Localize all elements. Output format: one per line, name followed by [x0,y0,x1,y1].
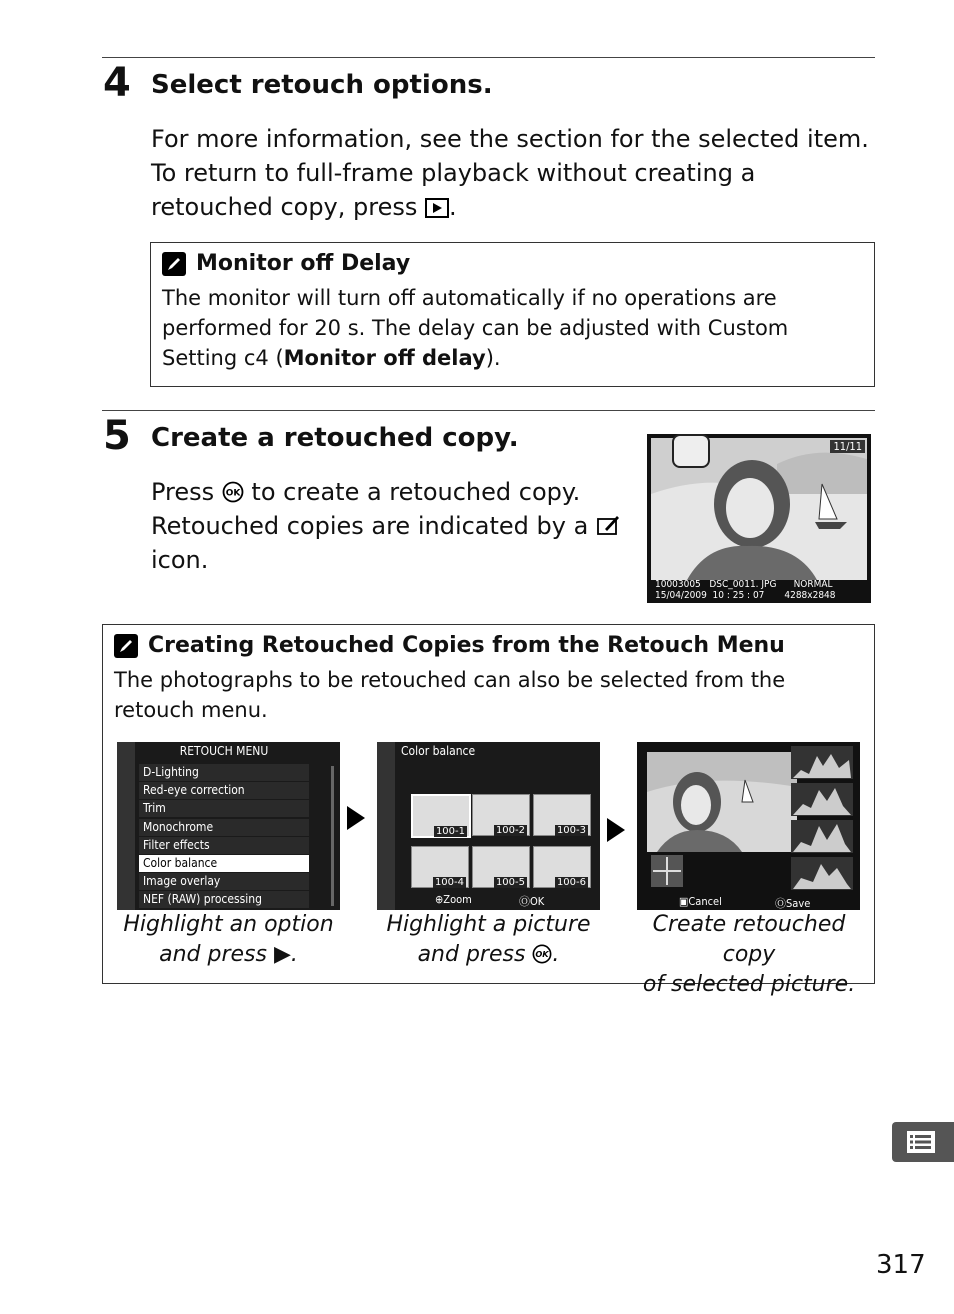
thumbnail[interactable] [533,846,591,888]
menu-item[interactable]: Image overlay [139,873,309,890]
thumbnail[interactable] [411,794,471,838]
menu-item[interactable]: D-Lighting [139,764,309,781]
cb-ok-label: ⓄOK [519,895,545,908]
menu-sidebar [117,742,135,910]
thumbnail-label: 100-6 [556,877,586,888]
retouch-menu-screen [117,742,340,910]
step-4-number: 4 [103,60,131,106]
thumbnail[interactable] [472,794,530,836]
ok-button-icon [532,944,552,964]
svg-text:OK: OK [535,949,550,960]
thumbnail[interactable] [411,846,469,888]
section-tab-retouch [892,1122,954,1162]
menu-title: RETOUCH MENU [179,744,269,758]
thumbnail-label: 100-3 [556,825,586,836]
arrow-right-2 [607,818,625,842]
thumbnail-label: 100-5 [495,877,525,888]
thumbnail[interactable] [533,794,591,836]
retouched-copy-icon [596,513,622,537]
info-line-2: 15/04/2009 10 : 25 : 07 4288x2848 [655,590,836,601]
pencil-note-icon [162,252,186,276]
menu-item[interactable]: NEF (RAW) processing [139,891,309,908]
menu-item[interactable]: Color balance [139,855,309,872]
step-5-text: Press OK to create a retouched copy. Retouched copies are indicated by a icon. [151,475,631,577]
playback-screen-image [647,434,871,603]
step-4-text: For more information, see the section for the selected item. To return to full-frame playback without creating a retouched copy, press . [151,125,869,221]
caption-3: Create retouched copy of selected picture. [642,912,856,997]
color-adjust-pad [651,855,683,887]
cb-zoom-label: ⊕Zoom [435,893,472,906]
retouch-preview-screen [637,742,860,910]
note-1-title: Monitor off Delay [196,251,411,276]
right-arrow-icon: ▶ [273,942,291,967]
step-4-heading: Select retouch options. [151,70,493,100]
step-5-heading: Create a retouched copy. [151,423,519,453]
page-number: 317 [876,1250,926,1280]
caption-1: Highlight an option and press ▶. [123,912,334,967]
pencil-note-icon [114,634,138,658]
playback-button-icon [425,198,449,218]
menu-item[interactable]: Trim [139,800,309,817]
note-2-title: Creating Retouched Copies from the Retouch Menu [148,633,785,658]
thumbnail-label: 100-4 [434,877,464,888]
thumbnail[interactable] [472,846,530,888]
menu-item[interactable]: Filter effects [139,837,309,854]
frame-counter: 11/11 [830,440,865,453]
arrow-right-1 [347,806,365,830]
histograms [791,746,853,891]
preview-photo [647,752,797,852]
ok-button-icon [222,481,244,503]
top-rule [102,57,875,58]
preview-cancel-label: ▣Cancel [679,895,722,908]
cb-sidebar [377,742,395,910]
preview-save-label: ⓄSave [775,897,811,910]
thumbnail-label: 100-1 [435,826,465,837]
menu-scrollbar [331,766,334,906]
color-balance-screen [377,742,600,910]
menu-item[interactable]: Monochrome [139,819,309,836]
menu-list-icon [906,1130,936,1154]
svg-text:OK: OK [225,488,241,499]
retouch-indicator-icon [672,434,710,468]
step-5-rule [102,410,875,411]
cb-title: Color balance [401,744,476,758]
caption-2: Highlight a picture and press OK . [386,912,591,967]
note-2-body: The photographs to be retouched can also be selected from the retouch menu. [114,668,786,722]
thumbnail-label: 100-2 [495,825,525,836]
menu-item[interactable]: Red-eye correction [139,782,309,799]
note-1-body: The monitor will turn off automatically if no operations are performed for 20 s. The delay can be adjusted with Custom Setting c4 (Monitor off delay). [162,286,789,370]
note-monitor-off-delay [150,242,875,387]
step-5-number: 5 [103,413,131,459]
info-line-1: 10003005 DSC_0011. JPG NORMAL [655,579,833,590]
